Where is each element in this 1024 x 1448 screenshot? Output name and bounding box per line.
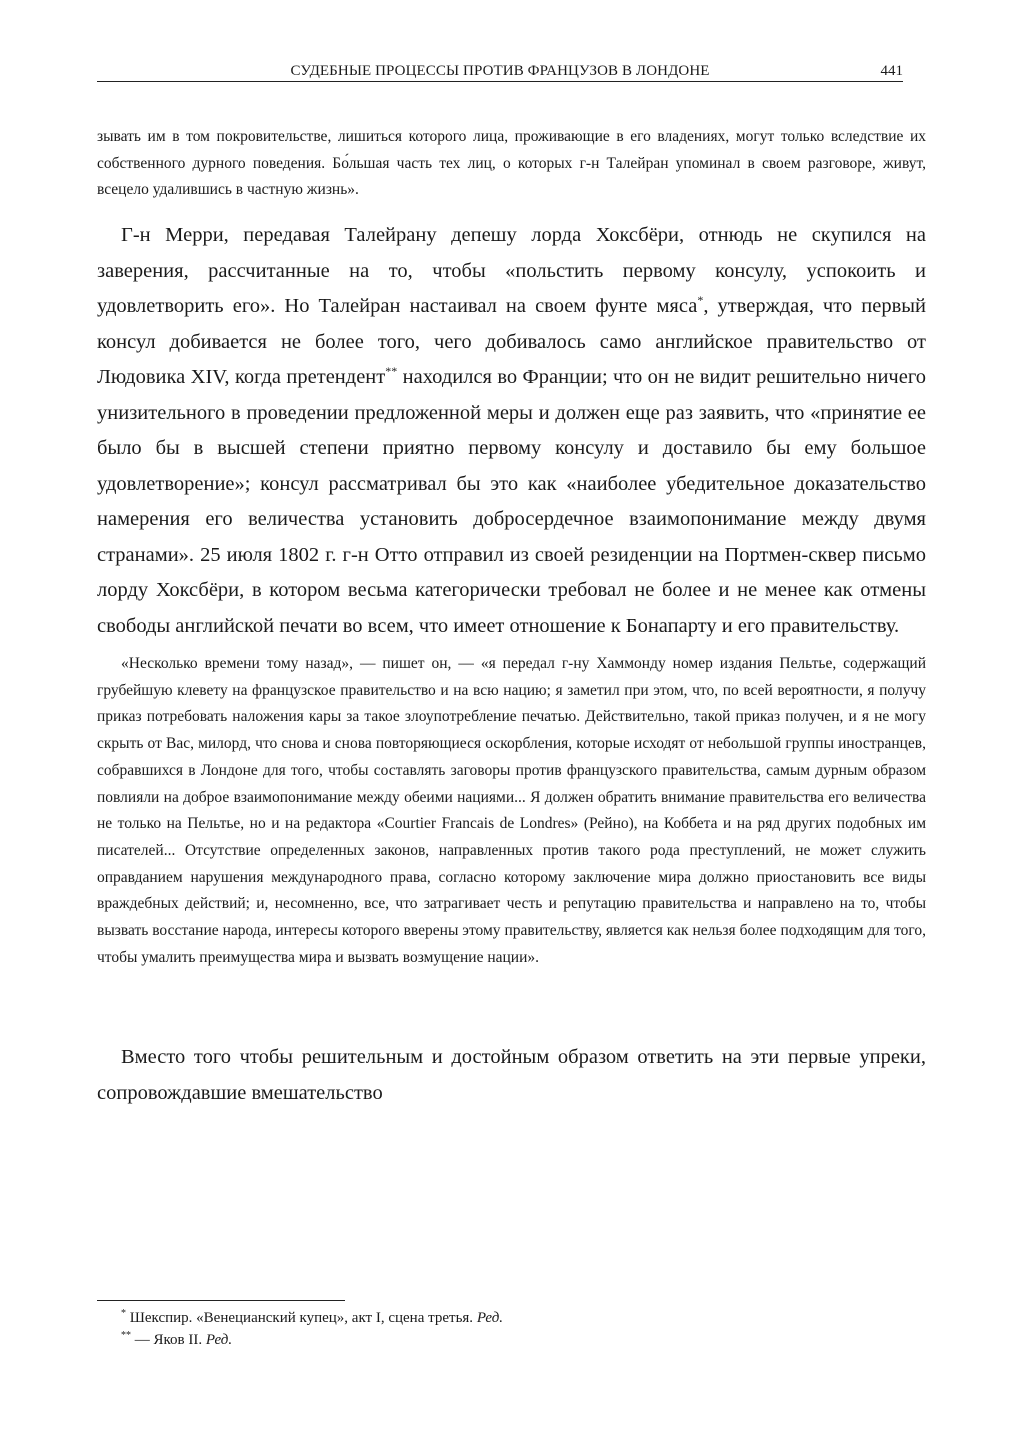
footnote-2-text: — Яков II.	[131, 1332, 206, 1348]
quote-continuation: зывать им в том покровительстве, лишиться которого лица, проживающие в его владениях, могут только вследствие их собственного дурного поведения. Бо́льшая часть тех лиц, о которых г-н Талейран упоминал в своем разговоре, живут, всецело удалившись в частную жизнь».	[97, 128, 926, 199]
footnote-1-editor: Ред.	[476, 1310, 504, 1326]
footnote-ref-1: *	[697, 293, 704, 308]
letter-quote: «Несколько времени тому назад», — пишет он, — «я передал г-ну Хаммонду номер издания Пельтье, содержащий грубейшую клевету на французское правительство и на всю нацию; я заметил при этом, что, по всей вероятности, я получу приказ потребовать наложения кары за такое злоупотребление печатью. Действительно, такой приказ получен, и я не могу скрыть от Вас, милорд, что снова и снова повторяющиеся оскорбления, которые исходят от небольшой группы иностранцев, собравшихся в Лондоне для того, чтобы составлять заговоры против французского правительства, самым дурным образом повлияли на доброе взаимопонимание между обеими нациями... Я должен обратить внимание правительства его величества не только на Пельтье, но и на редактора «Courtier Francais de Londres» (Рейно), на Коббета и на ряд других подобных им писателей... Отсутствие определенных законов, направленных против такого рода преступлений, не может служить оправданием нарушения международного права, согласно которому заключение мира должно приостановить все виды враждебных действий; и, несомненно, все, что затрагивает честь и репутацию правительства и направлено на то, чтобы вызвать восстание народа, интересы которого вверены этому правительству, является как нельзя более подходящим для того, чтобы умалить преимущества мира и вызвать возмущение нации».	[97, 655, 926, 966]
footnote-divider	[97, 1300, 345, 1301]
footnote-2-mark: **	[121, 1330, 131, 1341]
footnote-1-text: Шекспир. «Венецианский купец», акт I, сцена третья.	[126, 1310, 477, 1326]
footnote-2-editor: Ред.	[205, 1332, 233, 1348]
body-paragraph-1	[97, 218, 926, 644]
footnote-1	[121, 1308, 503, 1328]
footnote-ref-2: **	[385, 364, 398, 379]
body-paragraph-1-part-3: находился во Франции; что он не видит решительно ничего унизительного в проведении предложенной меры и должен еще раз заявить, что «принятие ее было бы в высшей степени приятно первому консулу и доставило бы ему большое удовлетворение»; консул рассматривал бы это как «наиболее убедительное доказательство намерения его величества установить добросердечное взаимопонимание между двумя странами». 25 июля 1802 г. г-н Отто отправил из своей резиденции на Портмен-сквер письмо лорду Хоксбёри, в котором весьма категорически требовал не более и не менее как отмены свободы английской печати во всем, что имеет отношение к Бонапарту и его правительству.	[97, 366, 926, 637]
footnote-1-mark: *	[121, 1308, 126, 1319]
body-paragraph-1-part-1: Г-н Мерри, передавая Талейрану депешу лорда Хоксбёри, отнюдь не скупился на заверения, рассчитанные на то, чтобы «польстить первому консулу, успокоить и удовлетворить его». Но Талейран настаивал на своем фунте мяса	[97, 224, 926, 317]
running-header	[97, 61, 903, 82]
footnote-2	[121, 1330, 232, 1350]
body-paragraph-1-part-2: , утверждая, что первый консул добивается не более того, чего добивалось само английское правительство от Людовика XIV, когда претендент	[97, 295, 926, 388]
body-paragraph-2: Вместо того чтобы решительным и достойным образом ответить на эти первые упреки, сопровождавшие вмешательство	[97, 1046, 926, 1104]
page-number: 441	[880, 63, 903, 79]
running-title: СУДЕБНЫЕ ПРОЦЕССЫ ПРОТИВ ФРАНЦУЗОВ В ЛОНДОНЕ	[290, 63, 710, 79]
